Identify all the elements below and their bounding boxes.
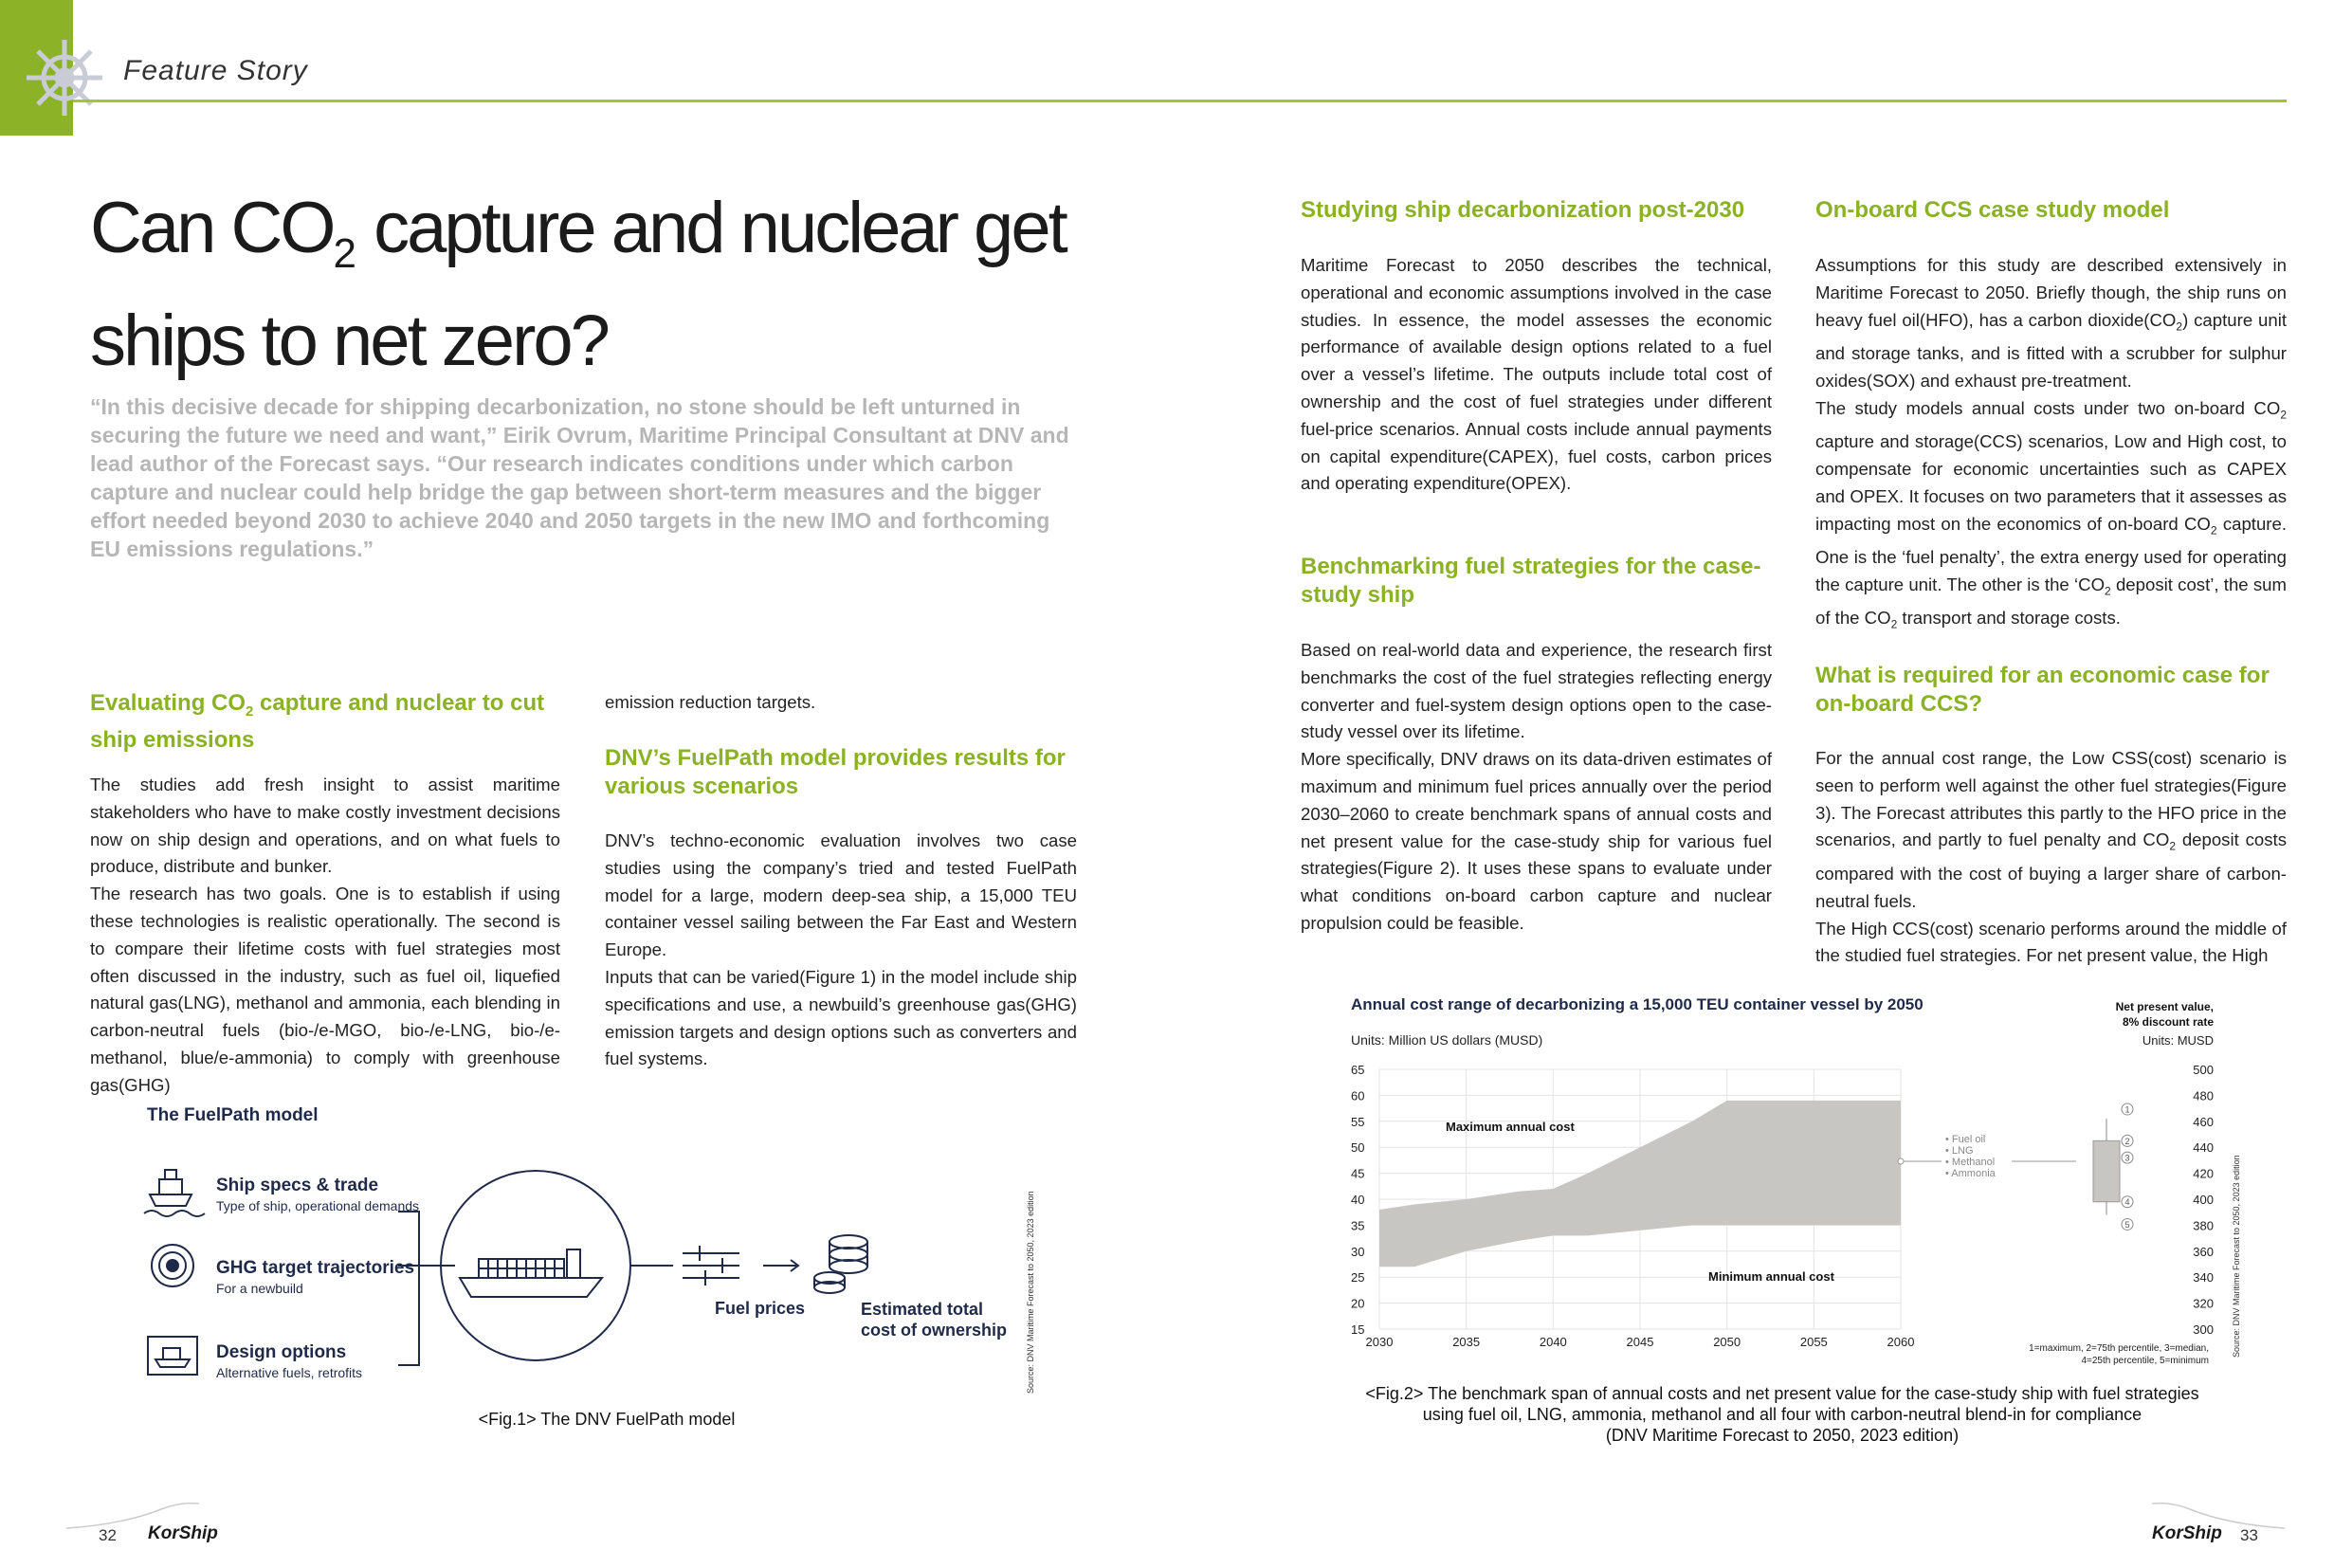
- korship-logo-right: KorShip: [2152, 1523, 2222, 1543]
- npv-marker-label: 3: [2124, 1153, 2130, 1163]
- body-column-2: [605, 828, 1077, 1073]
- label-max-annual-cost: Maximum annual cost: [1446, 1120, 1575, 1134]
- legend-entry: • LNG: [1945, 1145, 1974, 1157]
- x-tick-label: 2060: [1887, 1335, 1915, 1349]
- paragraph: The study models annual costs under two on-board $CO_2$ capture and storage(CCS) scenarios, Low and High cost, to compensate for economic uncertainties such as CAPEX and OPEX. It focuses on two parameters that it assesses as impacting most on the economics of on-board $CO_2$ capture. One is the ‘fuel penalty’, the extra energy used for operating the capture unit. The other is the ‘$CO_2$ deposit cost’, the sum of the $CO_2$ transport and storage costs.: [1815, 397, 2288, 632]
- chart-units-left: Units: Million US dollars (MUSD): [1351, 1032, 1543, 1048]
- fig1-fuel-prices: Fuel prices: [715, 1299, 806, 1318]
- npv-tick-label: 440: [2193, 1140, 2214, 1156]
- y-tick-label: 65: [1351, 1063, 1365, 1077]
- npv-title-2: 8% discount rate: [2122, 1015, 2214, 1029]
- fig1-item2-sub: For a newbuild: [216, 1281, 303, 1296]
- npv-box: [2093, 1140, 2120, 1201]
- fig1-item3-sub: Alternative fuels, retrofits: [216, 1365, 363, 1380]
- y-tick-label: 40: [1351, 1193, 1365, 1207]
- npv-marker-label: 5: [2124, 1219, 2130, 1230]
- korship-logo-left: KorShip: [148, 1523, 218, 1543]
- legend-entry: • Fuel oil: [1945, 1134, 1986, 1145]
- body-column-3b: [1301, 637, 1772, 938]
- fig1-item1-title: Ship specs & trade: [216, 1176, 379, 1195]
- ship-icon: [144, 1170, 205, 1216]
- fuel-price-slider-icon: [683, 1246, 739, 1285]
- fig1-tco: Estimated total cost of ownership: [861, 1300, 1008, 1340]
- npv-tick-label: 480: [2193, 1088, 2214, 1103]
- npv-tick-label: 380: [2193, 1218, 2214, 1233]
- paragraph: DNV’s techno-economic evaluation involves two case studies using the company’s tried and tested FuelPath model for a large, modern deep-sea ship, a 15,000 TEU container vessel sailing between the Far East and Western Europe.: [605, 830, 1077, 960]
- paragraph: Based on real-world data and experience, the research first benchmarks the cost of the fuel strategies reflecting energy converter and fuel-system design options open to the case-study vessel over its lifetime.: [1301, 640, 1772, 742]
- npv-units: Units: MUSD: [2142, 1033, 2214, 1048]
- npv-marker-label: 4: [2124, 1197, 2130, 1208]
- x-tick-label: 2055: [1799, 1335, 1828, 1349]
- header-rule: [73, 100, 2287, 102]
- section-heading-economic-case: What is required for an economic case for on-board CCS?: [1815, 663, 2270, 717]
- section-heading-ccs-model: On-board CCS case study model: [1815, 197, 2170, 223]
- y-tick-label: 60: [1351, 1088, 1365, 1103]
- fig1-item3-title: Design options: [216, 1342, 347, 1362]
- page-number-left: 32: [99, 1526, 117, 1544]
- y-tick-label: 30: [1351, 1244, 1365, 1259]
- section-label: Feature Story: [123, 55, 308, 86]
- fig1-title: The FuelPath model: [147, 1105, 319, 1125]
- section-heading-studying: Studying ship decarbonization post-2030: [1301, 197, 1745, 223]
- article-title: Can $CO_2$ capture and nuclear get ships to net zero?: [90, 188, 1066, 382]
- legend-entry: • Ammonia: [1945, 1168, 1996, 1179]
- coins-icon: [814, 1235, 867, 1293]
- container-ship-icon: [460, 1249, 602, 1297]
- npv-tick-label: 340: [2193, 1270, 2214, 1285]
- body-continuation: emission reduction targets.: [605, 692, 816, 712]
- npv-tick-label: 300: [2193, 1322, 2214, 1337]
- page-number-right: 33: [2240, 1526, 2258, 1544]
- paragraph: For the annual cost range, the Low CSS(cost) scenario is seen to perform well against the other fuel strategies(Figure 3). The Forecast attributes this partly to the HFO price in the scenarios, and partly to fuel penalty and $CO_2$ deposit costs compared with the cost of buying a larger share of carbon-neutral fuels.: [1815, 748, 2287, 911]
- chart-title: Annual cost range of decarbonizing a 15,000 TEU container vessel by 2050: [1351, 995, 1924, 1013]
- body-column-3: Maritime Forecast to 2050 describes the technical, operational and economic assumptions involved in the case studies. In essence, the model assesses the economic performance of available design options related to a fuel over a vessel’s lifetime. The outputs include total cost of ownership and the cost of fuel strategies under different fuel-price scenarios. Annual costs include annual payments on capital expenditure(CAPEX), fuel costs, carbon prices and operating expenditure(OPEX).: [1301, 255, 1772, 494]
- section-heading-evaluating: Evaluating $CO_2$ capture and nuclear to cut ship emissions: [90, 690, 545, 753]
- x-tick-label: 2040: [1539, 1335, 1567, 1349]
- x-tick-label: 2035: [1452, 1335, 1481, 1349]
- npv-title-1: Net present value,: [2115, 1000, 2214, 1013]
- paragraph: Inputs that can be varied(Figure 1) in the model include ship specifications and use, a newbuild’s greenhouse gas(GHG) emission targets and design options such as converters and fuel systems.: [605, 966, 1077, 1069]
- npv-tick-label: 320: [2193, 1296, 2214, 1311]
- y-tick-label: 45: [1351, 1166, 1365, 1181]
- y-tick-label: 55: [1351, 1114, 1365, 1129]
- y-tick-label: 25: [1351, 1270, 1365, 1285]
- annual-cost-chart: [1327, 986, 2237, 1375]
- body-column-1: [90, 772, 560, 1100]
- paragraph: Assumptions for this study are described extensively in Maritime Forecast to 2050. Briefly though, the ship runs on heavy fuel oil(HFO), has a carbon $dioxide(CO_2)$ capture unit and storage tanks, and is fitted with a scrubber for sulphur oxides(SOX) and exhaust pre-treatment.: [1815, 255, 2288, 391]
- section-heading-benchmarking: Benchmarking fuel strategies for the case-study ship: [1301, 554, 1761, 608]
- npv-tick-label: 460: [2193, 1114, 2214, 1129]
- paragraph: More specifically, DNV draws on its data-driven estimates of maximum and minimum fuel prices annually over the period 2030–2060 to create benchmark spans of annual costs and net present value for the case-study ship for various fuel strategies(Figure 2). It uses these spans to evaluate under what conditions on-board carbon capture and nuclear propulsion could be feasible.: [1301, 749, 1772, 933]
- fig2-caption: <Fig.2> The benchmark span of annual costs and net present value for the case-study ship with fuel strategies using fuel oil, LNG, ammonia, methanol and all four with carbon-neutral blend-in for compliance (DNV Maritime Forecast to 2050, 2023 edition): [1365, 1384, 2199, 1445]
- npv-tick-label: 360: [2193, 1244, 2214, 1259]
- y-tick-label: 15: [1351, 1322, 1365, 1337]
- design-options-icon: [148, 1337, 197, 1375]
- npv-note-1: 1=maximum, 2=75th percentile, 3=median,: [2029, 1343, 2209, 1354]
- pull-quote: “In this decisive decade for shipping decarbonization, no stone should be left unturned in securing the future we need and want,” Eirik Ovrum, Maritime Principal Consultant at DNV and lead author of the Forecast says. “Our research indicates conditions under which carbon capture and nuclear could help bridge the gap between short-term measures and the bigger effort needed beyond 2030 to achieve 2040 and 2050 targets in the new IMO and forthcoming EU emissions regulations.”: [90, 394, 1069, 561]
- paragraph: The research has two goals. One is to establish if using these technologies is realistic operationally. The second is to compare their lifetime costs with fuel strategies most often discussed in the industry, such as fuel oil, liquefied natural gas(LNG), methanol and ammonia, each blending in carbon-neutral fuels (bio-/e-MGO, bio-/e-LNG, bio-/e-methanol, blue/e-ammonia) to comply with greenhouse gas(GHG): [90, 884, 560, 1095]
- label-min-annual-cost: Minimum annual cost: [1708, 1269, 1834, 1284]
- legend-entry: • Methanol: [1945, 1157, 1996, 1168]
- x-tick-label: 2045: [1626, 1335, 1654, 1349]
- paragraph: The studies add fresh insight to assist maritime stakeholders who have to make costly investment decisions now on ship design and operations, and on what fuels to produce, distribute and bunker.: [90, 775, 560, 877]
- target-icon: [152, 1245, 193, 1286]
- x-tick-label: 2030: [1365, 1335, 1394, 1349]
- fig1-item1-sub: Type of ship, operational demands: [216, 1198, 420, 1213]
- fig1-source: Source: DNV Maritime Forecast to 2050, 2023 edition: [1026, 1191, 1035, 1394]
- ship-wheel-icon: [21, 34, 108, 121]
- body-column-4: [1815, 252, 2287, 639]
- y-tick-label: 50: [1351, 1140, 1365, 1156]
- section-heading-fuelpath: DNV’s FuelPath model provides results for various scenarios: [605, 745, 1066, 799]
- paragraph: The High CCS(cost) scenario performs around the middle of the studied fuel strategies. For net present value, the High: [1815, 918, 2287, 966]
- npv-tick-label: 400: [2193, 1193, 2214, 1207]
- body-column-4b: [1815, 745, 2287, 970]
- npv-tick-label: 500: [2193, 1063, 2214, 1077]
- npv-tick-label: 420: [2193, 1166, 2214, 1181]
- npv-marker-label: 1: [2124, 1104, 2130, 1115]
- y-tick-label: 20: [1351, 1296, 1365, 1311]
- fig1-item2-title: GHG target trajectories: [216, 1258, 415, 1278]
- fig1-caption: <Fig.1> The DNV FuelPath model: [478, 1410, 736, 1429]
- x-tick-label: 2050: [1713, 1335, 1741, 1349]
- fig2-source: Source: DNV Maritime Forecast to 2050, 2023 edition: [2232, 1155, 2241, 1358]
- npv-note-2: 4=25th percentile, 5=minimum: [2081, 1356, 2209, 1366]
- y-tick-label: 35: [1351, 1218, 1365, 1233]
- npv-marker-label: 2: [2124, 1136, 2130, 1146]
